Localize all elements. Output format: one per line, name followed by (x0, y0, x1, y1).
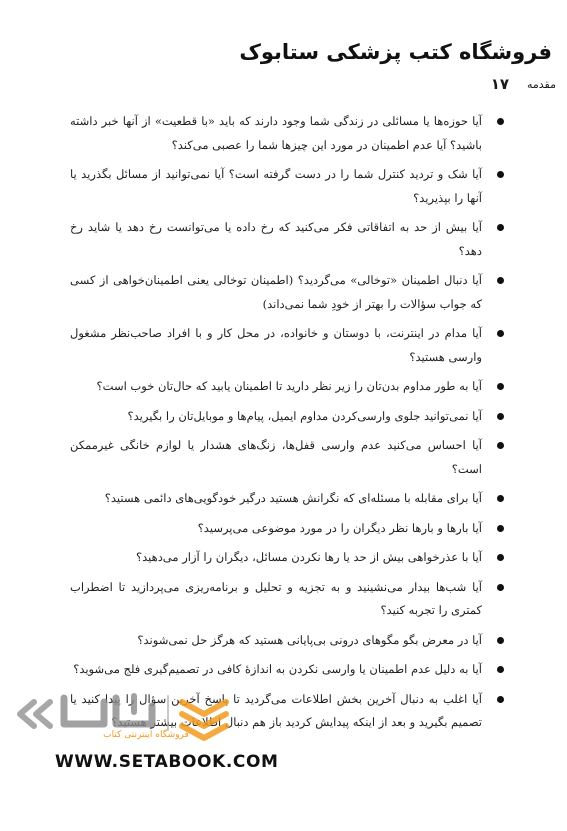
bullet-icon (497, 666, 504, 673)
list-item (70, 517, 482, 541)
bullet-icon (497, 442, 504, 449)
running-header (440, 74, 556, 94)
bullet-icon (497, 413, 504, 420)
list-item (70, 546, 482, 570)
question-text: آیا به دلیل عدم اطمینان یا وارسی نکردن به اندازهٔ کافی در تصمیم‌گیری فلج می‌شوید؟ (73, 662, 482, 676)
question-text: آیا اغلب به دنبال آخرین بخش اطلاعات می‌گردید تا پاسخ آخرین سؤال را پیدا کنید یا تصمیم بگیرید و بعد از اینکه پیدایش کردید باز هم دنبال اطلاعات بیشتر هستید؟ (70, 691, 482, 729)
bullet-icon (497, 554, 504, 561)
question-text: آیا نمی‌توانید جلوی وارسی‌کردن مداوم ایمیل، پیام‌ها و موبایل‌تان را بگیرید؟ (127, 408, 482, 423)
list-item (70, 110, 482, 157)
bullet-icon (497, 637, 504, 644)
logo-caption: فروشگاه اینترنتی کتاب (103, 730, 189, 740)
list-item (70, 269, 482, 316)
page-number: ۱۷ (490, 75, 509, 93)
list-item (70, 629, 482, 653)
list-item (70, 658, 482, 682)
question-text: آیا مدام در اینترنت، با دوستان و خانواده، در محل کار و با افراد صاحب‌نظر مشغول وارسی هستید؟ (70, 326, 482, 364)
bullet-icon (497, 696, 504, 703)
question-text: آیا با عذرخواهی بیش از حد یا رها نکردن مسائل، دیگران را آزار می‌دهید؟ (136, 550, 482, 564)
bullet-icon (497, 277, 504, 284)
bullet-icon (497, 118, 504, 125)
website-url[interactable]: WWW.SETABOOK.COM (55, 752, 279, 772)
list-item (70, 322, 482, 369)
list-item (70, 576, 482, 623)
list-item (70, 163, 482, 210)
list-item (70, 405, 482, 429)
question-text: آیا حوزه‌ها یا مسائلی در زندگی شما وجود دارند که باید «با قطعیت» از آنها خبر داشته باشید؟ آیا عدم اطمینان در مورد این چیزها شما را عصبی می‌کند؟ (70, 114, 482, 152)
list-item (70, 216, 482, 263)
question-list (70, 110, 482, 741)
list-item (70, 434, 482, 481)
bullet-icon (497, 171, 504, 178)
setabook-logo-icon (12, 690, 252, 756)
list-item (70, 375, 482, 399)
store-title: فروشگاه کتب پزشکی ستابوک (239, 40, 552, 64)
question-text: آیا برای مقابله با مسئله‌ای که نگرانش هستید درگیر خودگویی‌های دائمی هستید؟ (104, 491, 482, 505)
question-text: آیا شب‌ها بیدار می‌نشینید و به تجزیه و تحلیل و برنامه‌ریزی می‌پردازید تا اضطراب کمتری را تجربه کنید؟ (70, 579, 482, 617)
bullet-icon (497, 330, 504, 337)
bullet-icon (497, 525, 504, 532)
bullet-icon (497, 383, 504, 390)
bullet-icon (497, 495, 504, 502)
question-text: آیا شک و تردید کنترل شما را در دست گرفته است؟ آیا نمی‌توانید از مسائل بگذرید یا آنها را بپذیرید؟ (70, 167, 482, 205)
question-text: آیا احساس می‌کنید عدم وارسی قفل‌ها، زنگ‌های هشدار یا لوازم خانگی غیرممکن است؟ (70, 438, 482, 476)
question-text: آیا به طور مداوم بدن‌تان را زیر نظر دارید تا اطمینان یابید که حال‌تان خوب است؟ (96, 379, 482, 393)
list-item (70, 487, 482, 511)
section-name: مقدمه (526, 78, 556, 91)
question-text: آیا در معرض بگو مگوهای درونی بی‌پایانی هستید که هرگز حل نمی‌شوند؟ (137, 632, 482, 647)
question-text: آیا بیش از حد به اتفاقاتی فکر می‌کنید که رخ داده یا می‌توانست رخ دهد یا شاید رخ دهد؟ (70, 220, 482, 258)
question-text: آیا دنبال اطمینان «توخالی» می‌گردید؟ (اطمینان توخالی یعنی اطمینان‌خواهی از کسی که جواب سؤالات را بهتر از خودِ شما نمی‌داند) (70, 273, 482, 311)
question-text: آیا بارها و بارها نظر دیگران را در مورد موضوعی می‌پرسید؟ (197, 520, 482, 535)
setabook-watermark (12, 690, 252, 756)
bullet-icon (497, 224, 504, 231)
bullet-icon (497, 584, 504, 591)
